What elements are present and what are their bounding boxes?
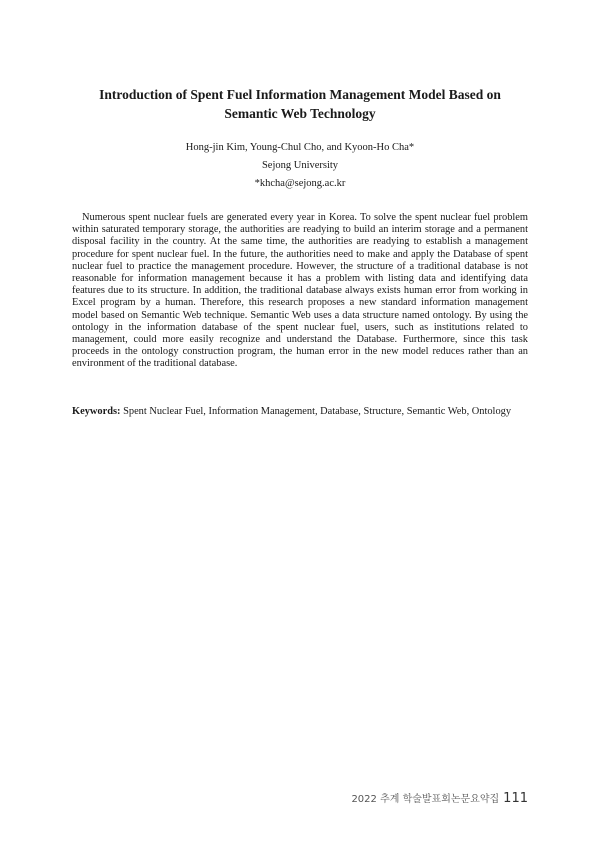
contact-email: *khcha@sejong.ac.kr [254,178,346,189]
keywords-label: Keywords: [72,406,121,417]
keywords-list: Spent Nuclear Fuel, Information Management, Database, Structure, Semantic Web, Ontology [123,406,512,417]
affiliation: Sejong University [261,160,339,171]
abstract-text: Numerous spent nuclear fuels are generated every year in Korea. To solve the spent nuclear fuel problem within saturated temporary storage, the authorities are readying to build an interim storage and a permanent disposal facility in the country. At the same time, the authorities are readying to establish a management procedure for spent nuclear fuel. In the future, the authorities need to make and apply the Database of spent nuclear fuel to practice the management procedure. However, the structure of a traditional database is not reasonable for information management because it has a problem with listing data and identifying data features due to its structure. In addition, the traditional database always exists human error from working in Excel program by a human. Therefore, this research proposes a new standard information management model based on Semantic Web technique. Semantic Web uses a data structure named ontology. By using the ontology in the information database of the spent nuclear fuel, users, such as institutions related to management, could more easily recognize and understand the Database. Furthermore, since this task proceeds in the ontology construction program, the human error in the new model reduces rather than an environment of the traditional database. [72,212,528,370]
proceedings-title: 2022 추계 학술발표회논문요약집 [351,794,500,805]
paper-title: Introduction of Spent Fuel Information Management Model Based on Semantic Web Technology [99,87,501,121]
keywords-section [72,406,528,418]
page-number: 111 [503,791,528,806]
page-footer [351,790,528,806]
author-list: Hong-jin Kim, Young-Chul Cho, and Kyoon-Ho Cha* [185,142,415,153]
